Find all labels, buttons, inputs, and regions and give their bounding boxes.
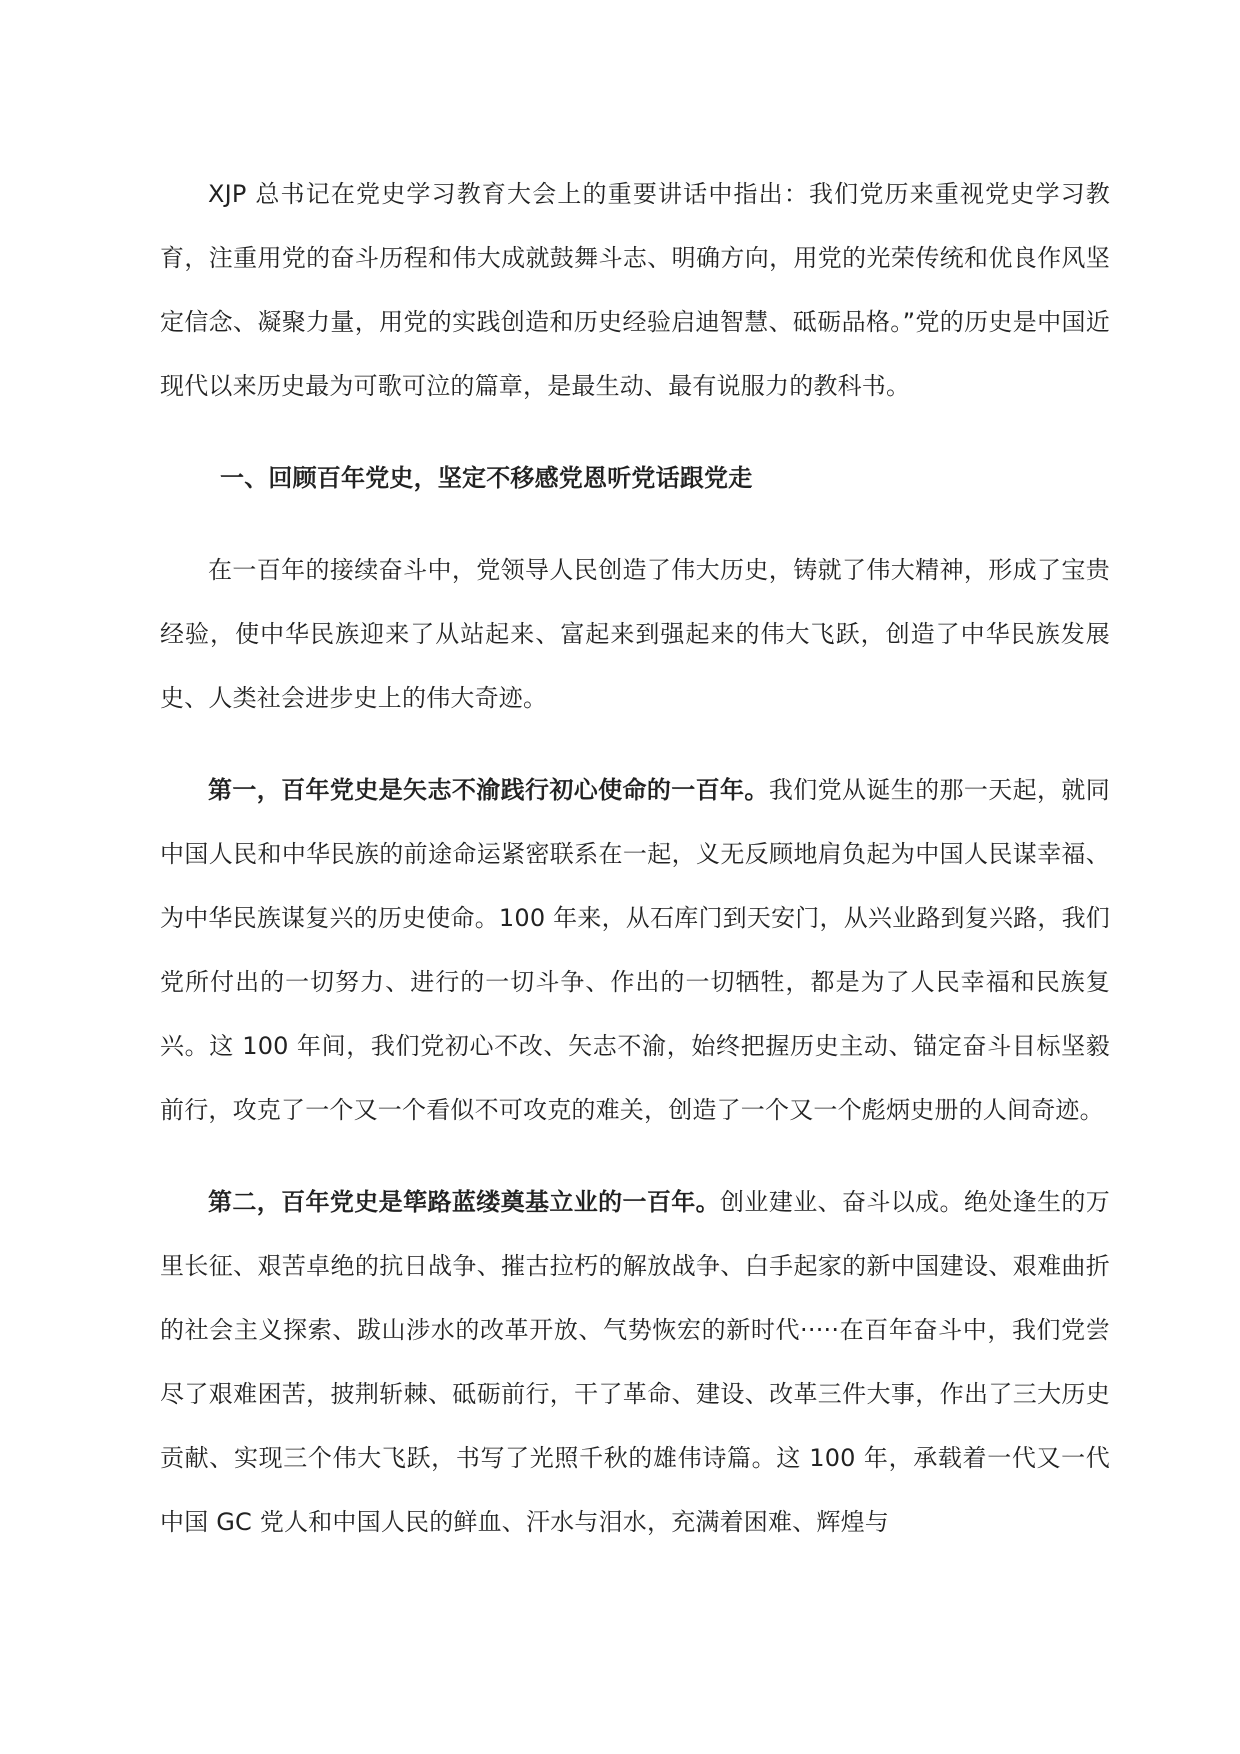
paragraph-spacer <box>160 418 1110 446</box>
paragraph-spacer <box>160 1142 1110 1170</box>
section-heading: 一、回顾百年党史，坚定不移感党恩听党话跟党走 <box>220 464 753 492</box>
point-one-lead: 第一，百年党史是矢志不渝践行初心使命的一百年。 <box>208 776 769 804</box>
intro-paragraph: XJP 总书记在党史学习教育大会上的重要讲话中指出：我们党历来重视党史学习教育，注重用党的奋斗历程和伟大成就鼓舞斗志、明确方向，用党的光荣传统和优良作风坚定信念、凝聚力量，用党的实践创造和历史经验启迪智慧、砥砺品格。”党的历史是中国近现代以来历史最为可歌可泣的篇章，是最生动、最有说服力的教科书。 <box>160 180 1110 400</box>
point-two-body: 创业建业、奋斗以成。绝处逢生的万里长征、艰苦卓绝的抗日战争、摧古拉朽的解放战争、白手起家的新中国建设、艰难曲折的社会主义探索、跋山涉水的改革开放、气势恢宏的新时代·····在百年奋斗中，我们党尝尽了艰难困苦，披荆斩棘、砥砺前行，干了革命、建设、改革三件大事，作出了三大历史贡献、实现三个伟大飞跃，书写了光照千秋的雄伟诗篇。这 100 年，承载着一代又一代中国 GC 党人和中国人民的鲜血、汗水与泪水，充满着困难、辉煌与 <box>160 1188 1110 1536</box>
paragraph-spacer <box>160 730 1110 758</box>
section-intro-paragraph: 在一百年的接续奋斗中，党领导人民创造了伟大历史，铸就了伟大精神，形成了宝贵经验，使中华民族迎来了从站起来、富起来到强起来的伟大飞跃，创造了中华民族发展史、人类社会进步史上的伟大奇迹。 <box>160 556 1110 712</box>
point-one-paragraph <box>160 758 1110 1142</box>
point-one-body: 我们党从诞生的那一天起，就同中国人民和中华民族的前途命运紧密联系在一起，义无反顾地肩负起为中国人民谋幸福、为中华民族谋复兴的历史使命。100 年来，从石库门到天安门，从兴业路到复兴路，我们党所付出的一切努力、进行的一切斗争、作出的一切牺牲，都是为了人民幸福和民族复兴。这 100 年间，我们党初心不改、矢志不渝，始终把握历史主动、锚定奋斗目标坚毅前行，攻克了一个又一个看似不可攻克的难关，创造了一个又一个彪炳史册的人间奇迹。 <box>160 776 1110 1124</box>
paragraph-spacer <box>160 510 1110 538</box>
point-two-paragraph <box>160 1170 1110 1554</box>
document-body <box>160 162 1110 1554</box>
point-two-lead: 第二，百年党史是筚路蓝缕奠基立业的一百年。 <box>208 1188 721 1216</box>
